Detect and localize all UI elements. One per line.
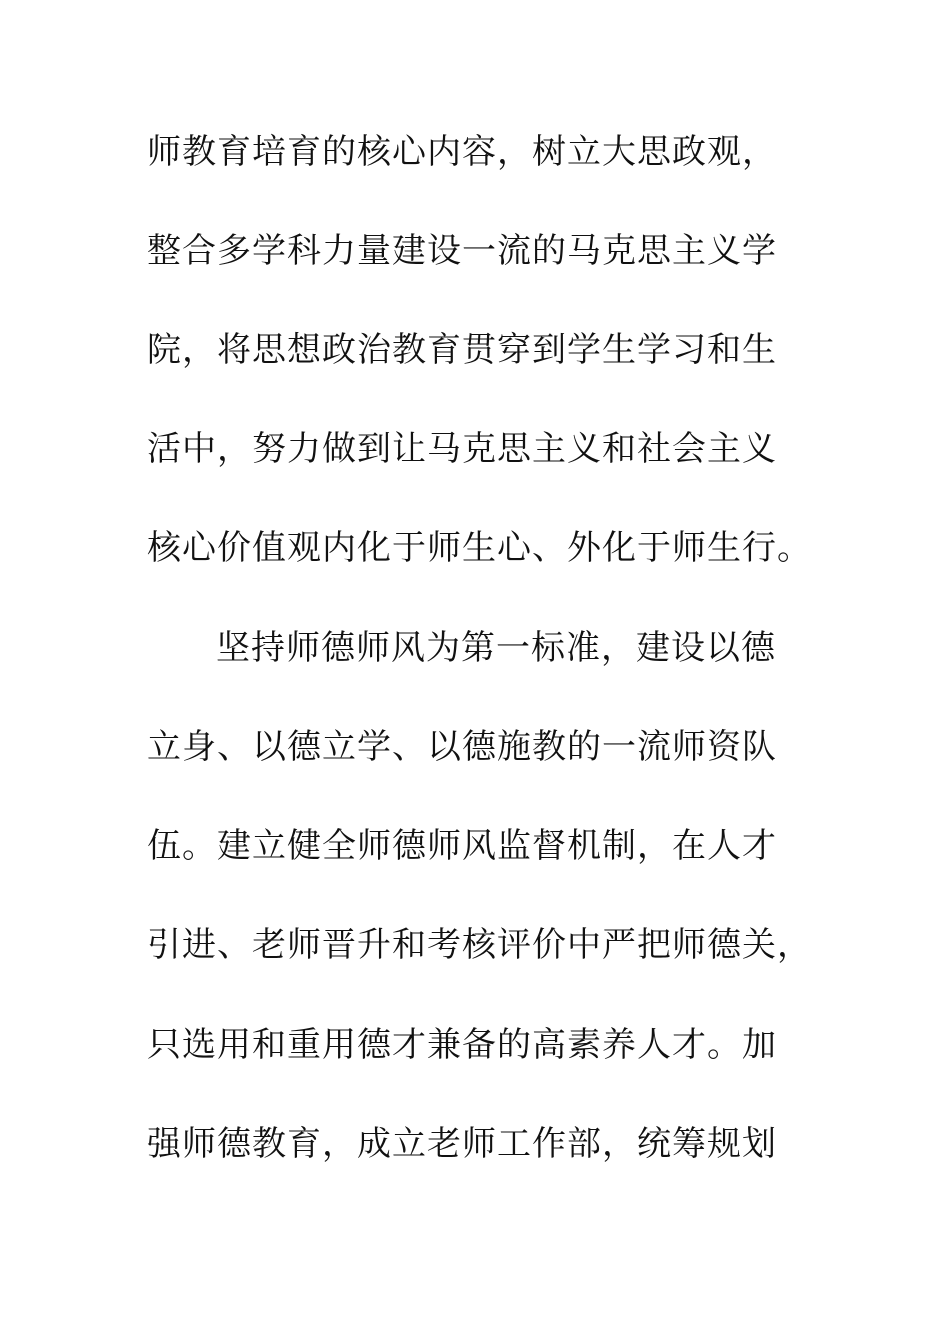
paragraph-2-line-3: 伍。建立健全师德师风监督机制，在人才: [147, 826, 777, 866]
paragraph-2-line-1: 坚持师德师风为第一标准，建设以德: [216, 628, 776, 668]
paragraph-1-line-4: 活中，努力做到让马克思主义和社会主义: [147, 429, 777, 469]
paragraph-2-line-2: 立身、以德立学、以德施教的一流师资队: [147, 727, 777, 767]
paragraph-2-line-5: 只选用和重用德才兼备的高素养人才。加: [147, 1025, 777, 1065]
paragraph-1-line-1: 师教育培育的核心内容，树立大思政观，: [147, 132, 777, 172]
paragraph-1-line-5: 核心价值观内化于师生心、外化于师生行。: [147, 528, 812, 568]
paragraph-2-line-6: 强师德教育，成立老师工作部，统筹规划: [147, 1124, 777, 1164]
paragraph-2-line-4: 引进、老师晋升和考核评价中严把师德关，: [147, 925, 812, 965]
paragraph-1-line-3: 院，将思想政治教育贯穿到学生学习和生: [147, 330, 777, 370]
paragraph-1-line-2: 整合多学科力量建设一流的马克思主义学: [147, 231, 777, 271]
